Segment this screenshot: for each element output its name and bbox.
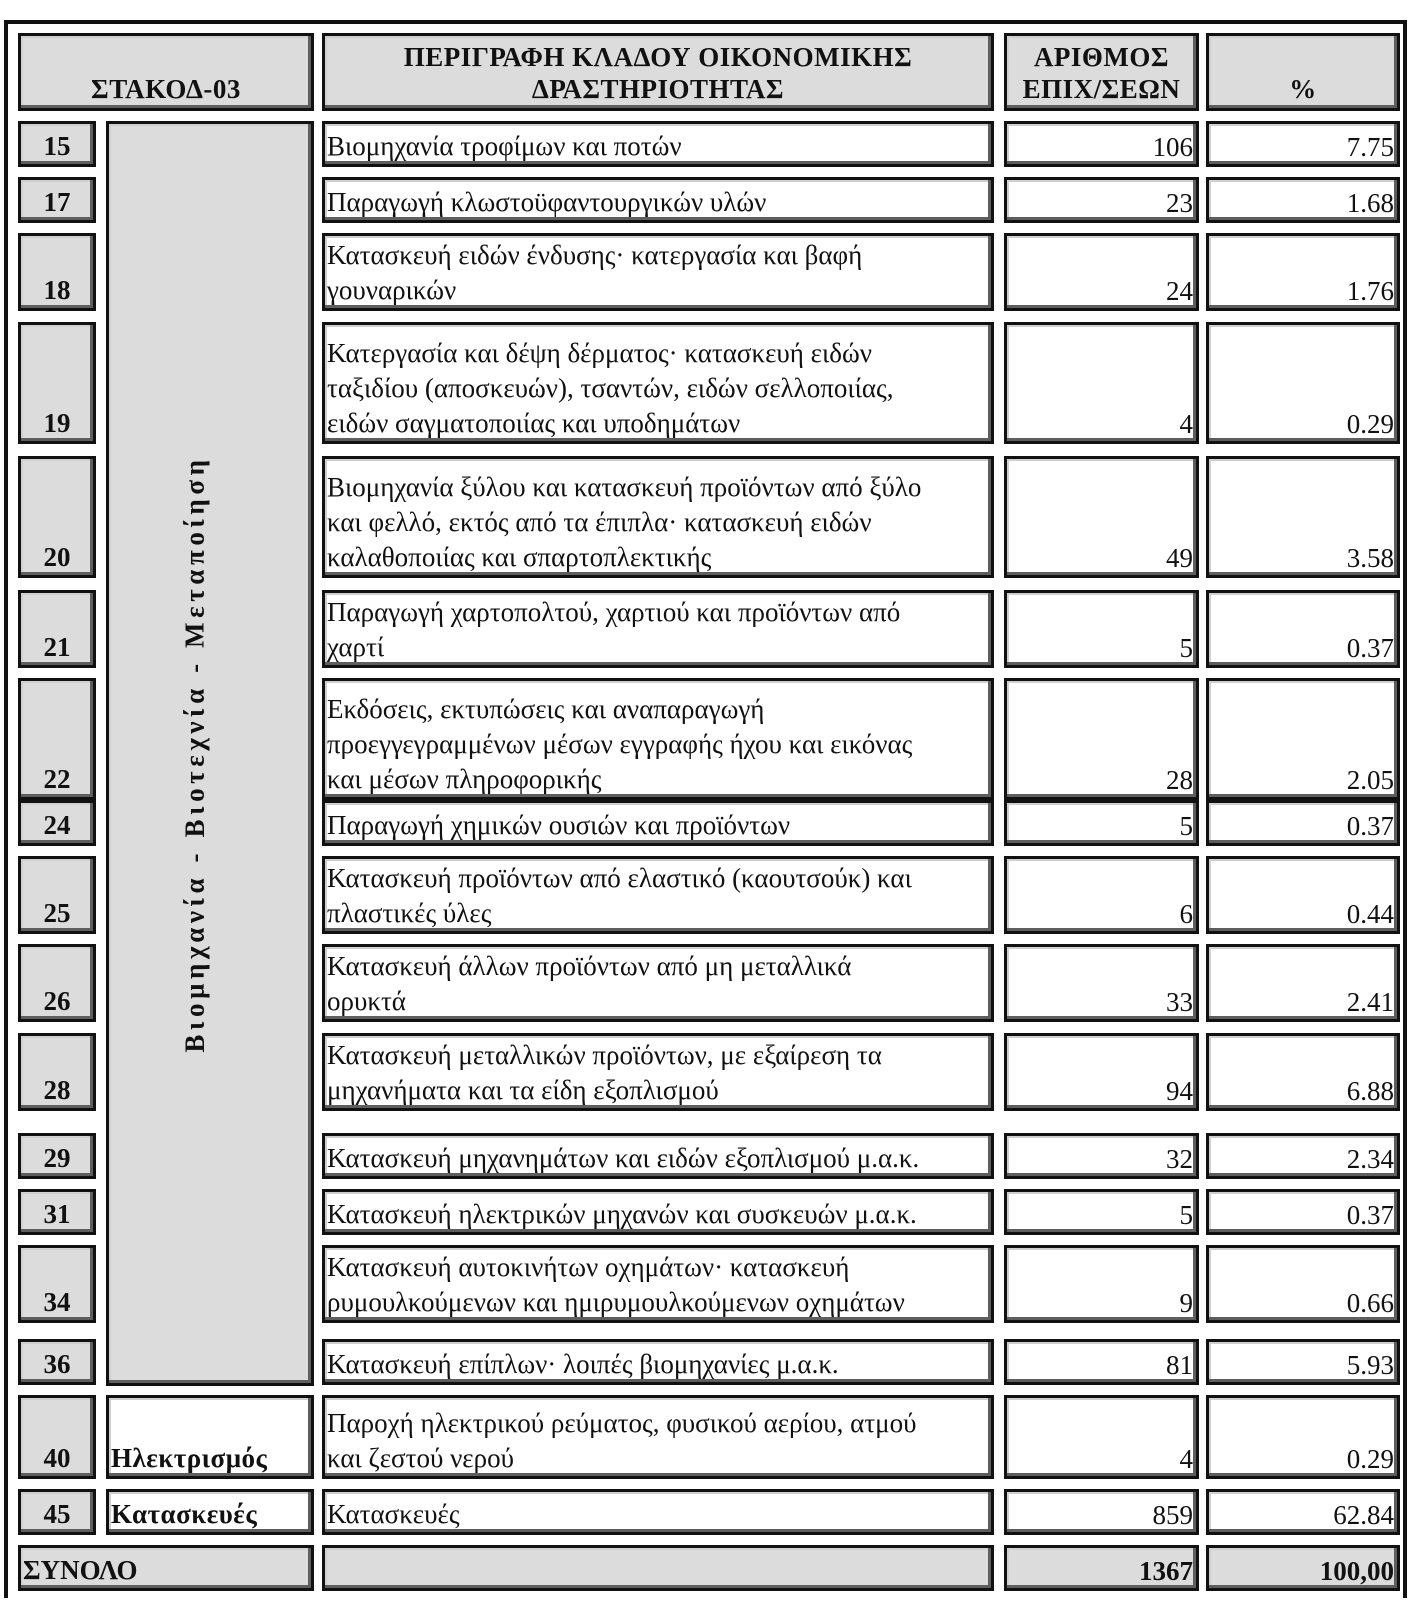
- row-count-cell: [1004, 1395, 1199, 1479]
- row-count: 28: [1166, 765, 1193, 795]
- row-count-cell: [1004, 590, 1199, 668]
- sector-construction: [106, 1489, 314, 1535]
- row-count: 5: [1179, 811, 1193, 841]
- row-description-cell: [322, 1489, 994, 1535]
- row-code-cell: [18, 121, 96, 167]
- row-percent: 2.05: [1346, 765, 1394, 795]
- row-percent: 5.93: [1346, 1350, 1394, 1380]
- row-percent-cell: [1206, 678, 1400, 800]
- row-code-cell: [18, 322, 96, 444]
- row-code: 34: [43, 1287, 71, 1317]
- row-description-cell: [322, 322, 994, 444]
- row-code-cell: [18, 678, 96, 800]
- row-code: 21: [43, 632, 71, 662]
- row-code: 45: [43, 1499, 71, 1529]
- row-percent-cell: [1206, 1245, 1400, 1323]
- row-description-line: καλαθοποιίας και σπαρτοπλεκτικής: [327, 542, 712, 572]
- row-code: 19: [43, 408, 71, 438]
- row-percent-cell: [1206, 233, 1400, 311]
- header-description-line1: ΠΕΡΙΓΡΑΦΗ ΚΛΑΔΟΥ ΟΙΚΟΝΟΜΙΚΗΣ: [403, 42, 913, 73]
- row-count: 6: [1179, 899, 1193, 929]
- header-count-line2: ΕΠΙΧ/ΣΕΩΝ: [1022, 74, 1181, 105]
- total-count: 1367: [1139, 1556, 1193, 1586]
- row-code-cell: [18, 590, 96, 668]
- row-code: 29: [43, 1143, 71, 1173]
- row-count: 9: [1179, 1288, 1193, 1318]
- header-count: [1004, 33, 1199, 111]
- row-description-line: Κατασκευή αυτοκινήτων οχημάτων· κατασκευή: [327, 1252, 850, 1282]
- total-count-cell: [1004, 1545, 1199, 1591]
- row-code-cell: [18, 1395, 96, 1479]
- row-percent-cell: [1206, 1339, 1400, 1385]
- row-code: 15: [43, 131, 71, 161]
- row-count-cell: [1004, 944, 1199, 1022]
- row-description-cell: [322, 678, 994, 800]
- header-percent: [1206, 33, 1400, 111]
- row-count: 81: [1166, 1350, 1193, 1380]
- row-description-line: χαρτί: [327, 632, 385, 662]
- row-code: 31: [43, 1199, 71, 1229]
- row-count-cell: [1004, 1339, 1199, 1385]
- row-count: 4: [1179, 409, 1193, 439]
- row-count: 94: [1166, 1076, 1193, 1106]
- row-percent-cell: [1206, 1189, 1400, 1235]
- row-description-line: προεγγεγραμμένων μέσων εγγραφής ήχου και εικόνας: [327, 729, 913, 759]
- row-description-line: γουναρικών: [327, 275, 457, 305]
- total-label-cell: [18, 1545, 314, 1591]
- row-code-cell: [18, 1033, 96, 1111]
- row-percent-cell: [1206, 800, 1400, 846]
- row-code: 18: [43, 275, 71, 305]
- row-description-line: Κατασκευή επίπλων· λοιπές βιομηχανίες μ.α.κ.: [327, 1349, 839, 1379]
- row-count: 24: [1166, 276, 1193, 306]
- row-code: 20: [43, 542, 71, 572]
- row-count: 49: [1166, 543, 1193, 573]
- row-count-cell: [1004, 322, 1199, 444]
- row-description-line: ειδών σαγματοποιίας και υποδημάτων: [327, 408, 741, 438]
- row-count: 106: [1152, 132, 1193, 162]
- row-percent: 0.29: [1346, 409, 1394, 439]
- row-description-cell: [322, 1133, 994, 1179]
- row-count-cell: [1004, 177, 1199, 223]
- row-percent-cell: [1206, 322, 1400, 444]
- row-description-line: Κατεργασία και δέψη δέρματος· κατασκευή ειδών: [327, 338, 872, 368]
- row-percent: 62.84: [1333, 1500, 1394, 1530]
- row-code: 22: [43, 764, 71, 794]
- row-description-line: Κατασκευή προϊόντων από ελαστικό (καουτσούκ) και: [327, 863, 912, 893]
- row-count-cell: [1004, 1489, 1199, 1535]
- row-percent-cell: [1206, 1133, 1400, 1179]
- row-percent-cell: [1206, 1395, 1400, 1479]
- row-description-cell: [322, 590, 994, 668]
- header-description-line2: ΔΡΑΣΤΗΡΙΟΤΗΤΑΣ: [531, 74, 785, 105]
- row-description-cell: [322, 177, 994, 223]
- row-code-cell: [18, 944, 96, 1022]
- row-percent: 0.44: [1346, 899, 1394, 929]
- header-percent-label: %: [1289, 74, 1317, 105]
- row-percent: 2.34: [1346, 1144, 1394, 1174]
- sector-construction-label: Κατασκευές: [111, 1499, 258, 1529]
- row-description-line: Παραγωγή χαρτοπολτού, χαρτιού και προϊόντων από: [327, 597, 901, 627]
- sector-manufacturing: [106, 121, 314, 1386]
- row-count-cell: [1004, 856, 1199, 934]
- row-count-cell: [1004, 121, 1199, 167]
- row-description-line: ρυμουλκούμενων και ημιρυμουλκούμενων οχημάτων: [327, 1287, 905, 1317]
- row-count: 23: [1166, 188, 1193, 218]
- row-description-line: και μέσων πληροφορικής: [327, 764, 602, 794]
- row-percent-cell: [1206, 590, 1400, 668]
- row-code-cell: [18, 233, 96, 311]
- row-percent-cell: [1206, 856, 1400, 934]
- row-code-cell: [18, 856, 96, 934]
- row-description-line: Κατασκευή άλλων προϊόντων από μη μεταλλικά: [327, 951, 852, 981]
- row-description-cell: [322, 1245, 994, 1323]
- row-description-line: ταξιδίου (αποσκευών), τσαντών, ειδών σελλοποιίας,: [327, 373, 894, 403]
- row-code: 28: [43, 1075, 71, 1105]
- row-description-line: Κατασκευή μεταλλικών προϊόντων, με εξαίρεση τα: [327, 1040, 882, 1070]
- sector-electricity-label: Ηλεκτρισμός: [111, 1443, 268, 1473]
- row-count: 4: [1179, 1444, 1193, 1474]
- row-description-line: Βιομηχανία τροφίμων και ποτών: [327, 131, 682, 161]
- row-code: 25: [43, 898, 71, 928]
- row-description-cell: [322, 1339, 994, 1385]
- row-percent: 6.88: [1346, 1076, 1394, 1106]
- row-percent-cell: [1206, 121, 1400, 167]
- row-description-cell: [322, 456, 994, 578]
- row-code: 17: [43, 187, 71, 217]
- row-percent-cell: [1206, 456, 1400, 578]
- total-description-cell: [322, 1545, 994, 1591]
- row-description-line: Κατασκευή ειδών ένδυσης· κατεργασία και βαφή: [327, 240, 863, 270]
- row-percent-cell: [1206, 1033, 1400, 1111]
- row-percent: 1.76: [1346, 276, 1394, 306]
- row-count: 33: [1166, 987, 1193, 1017]
- row-percent: 3.58: [1346, 543, 1394, 573]
- row-code-cell: [18, 1339, 96, 1385]
- row-description-line: Κατασκευή μηχανημάτων και ειδών εξοπλισμού μ.α.κ.: [327, 1143, 920, 1173]
- row-description-line: ορυκτά: [327, 986, 406, 1016]
- header-count-line1: ΑΡΙΘΜΟΣ: [1033, 42, 1170, 73]
- row-code-cell: [18, 456, 96, 578]
- row-percent-cell: [1206, 944, 1400, 1022]
- row-description-cell: [322, 944, 994, 1022]
- row-count-cell: [1004, 800, 1199, 846]
- row-description-cell: [322, 856, 994, 934]
- row-code-cell: [18, 1133, 96, 1179]
- row-percent: 7.75: [1346, 132, 1394, 162]
- header-description: [322, 33, 994, 111]
- header-code: [18, 33, 314, 111]
- row-percent: 0.37: [1346, 633, 1394, 663]
- row-percent: 0.66: [1346, 1288, 1394, 1318]
- total-label: ΣΥΝΟΛΟ: [23, 1555, 138, 1585]
- row-description-cell: [322, 800, 994, 846]
- row-code-cell: [18, 800, 96, 846]
- row-description-cell: [322, 121, 994, 167]
- row-description-line: Παροχή ηλεκτρικού ρεύματος, φυσικού αερίου, ατμού: [327, 1408, 917, 1438]
- row-description-line: Βιομηχανία ξύλου και κατασκευή προϊόντων από ξύλο: [327, 472, 922, 502]
- row-code-cell: [18, 1245, 96, 1323]
- row-count-cell: [1004, 1245, 1199, 1323]
- sector-electricity: [106, 1395, 314, 1479]
- row-description-line: Κατασκευές: [327, 1499, 460, 1529]
- header-code-label: ΣΤΑΚΟΔ-03: [91, 74, 241, 105]
- row-description-cell: [322, 1033, 994, 1111]
- sector-manufacturing-label: Βιομηχανία - Βιοτεχνία - Μεταποίηση: [179, 454, 210, 1053]
- total-percent: 100,00: [1319, 1556, 1394, 1586]
- row-code: 24: [43, 810, 71, 840]
- row-code: 40: [43, 1443, 71, 1473]
- row-percent: 0.37: [1346, 1200, 1394, 1230]
- row-percent: 0.29: [1346, 1444, 1394, 1474]
- row-count: 5: [1179, 633, 1193, 663]
- row-count-cell: [1004, 678, 1199, 800]
- row-count: 32: [1166, 1144, 1193, 1174]
- row-count-cell: [1004, 233, 1199, 311]
- row-percent: 0.37: [1346, 811, 1394, 841]
- row-description-line: Παραγωγή κλωστοϋφαντουργικών υλών: [327, 187, 767, 217]
- row-description-line: πλαστικές ύλες: [327, 898, 492, 928]
- row-code: 26: [43, 986, 71, 1016]
- total-percent-cell: [1206, 1545, 1400, 1591]
- row-percent: 1.68: [1346, 188, 1394, 218]
- row-description-cell: [322, 1395, 994, 1479]
- row-count-cell: [1004, 456, 1199, 578]
- row-count-cell: [1004, 1033, 1199, 1111]
- row-code: 36: [43, 1349, 71, 1379]
- row-description-line: και φελλό, εκτός από τα έπιπλα· κατασκευή ειδών: [327, 507, 872, 537]
- row-percent-cell: [1206, 1489, 1400, 1535]
- row-code-cell: [18, 1189, 96, 1235]
- row-description-line: Κατασκευή ηλεκτρικών μηχανών και συσκευών μ.α.κ.: [327, 1199, 917, 1229]
- row-count: 5: [1179, 1200, 1193, 1230]
- row-description-line: Εκδόσεις, εκτυπώσεις και αναπαραγωγή: [327, 694, 765, 724]
- row-percent: 2.41: [1346, 987, 1394, 1017]
- row-percent-cell: [1206, 177, 1400, 223]
- row-description-cell: [322, 1189, 994, 1235]
- row-code-cell: [18, 177, 96, 223]
- row-description-line: και ζεστού νερού: [327, 1443, 514, 1473]
- row-description-line: μηχανήματα και τα είδη εξοπλισμού: [327, 1075, 719, 1105]
- row-description-cell: [322, 233, 994, 311]
- row-code-cell: [18, 1489, 96, 1535]
- row-count-cell: [1004, 1133, 1199, 1179]
- row-count: 859: [1152, 1500, 1193, 1530]
- row-description-line: Παραγωγή χημικών ουσιών και προϊόντων: [327, 810, 791, 840]
- row-count-cell: [1004, 1189, 1199, 1235]
